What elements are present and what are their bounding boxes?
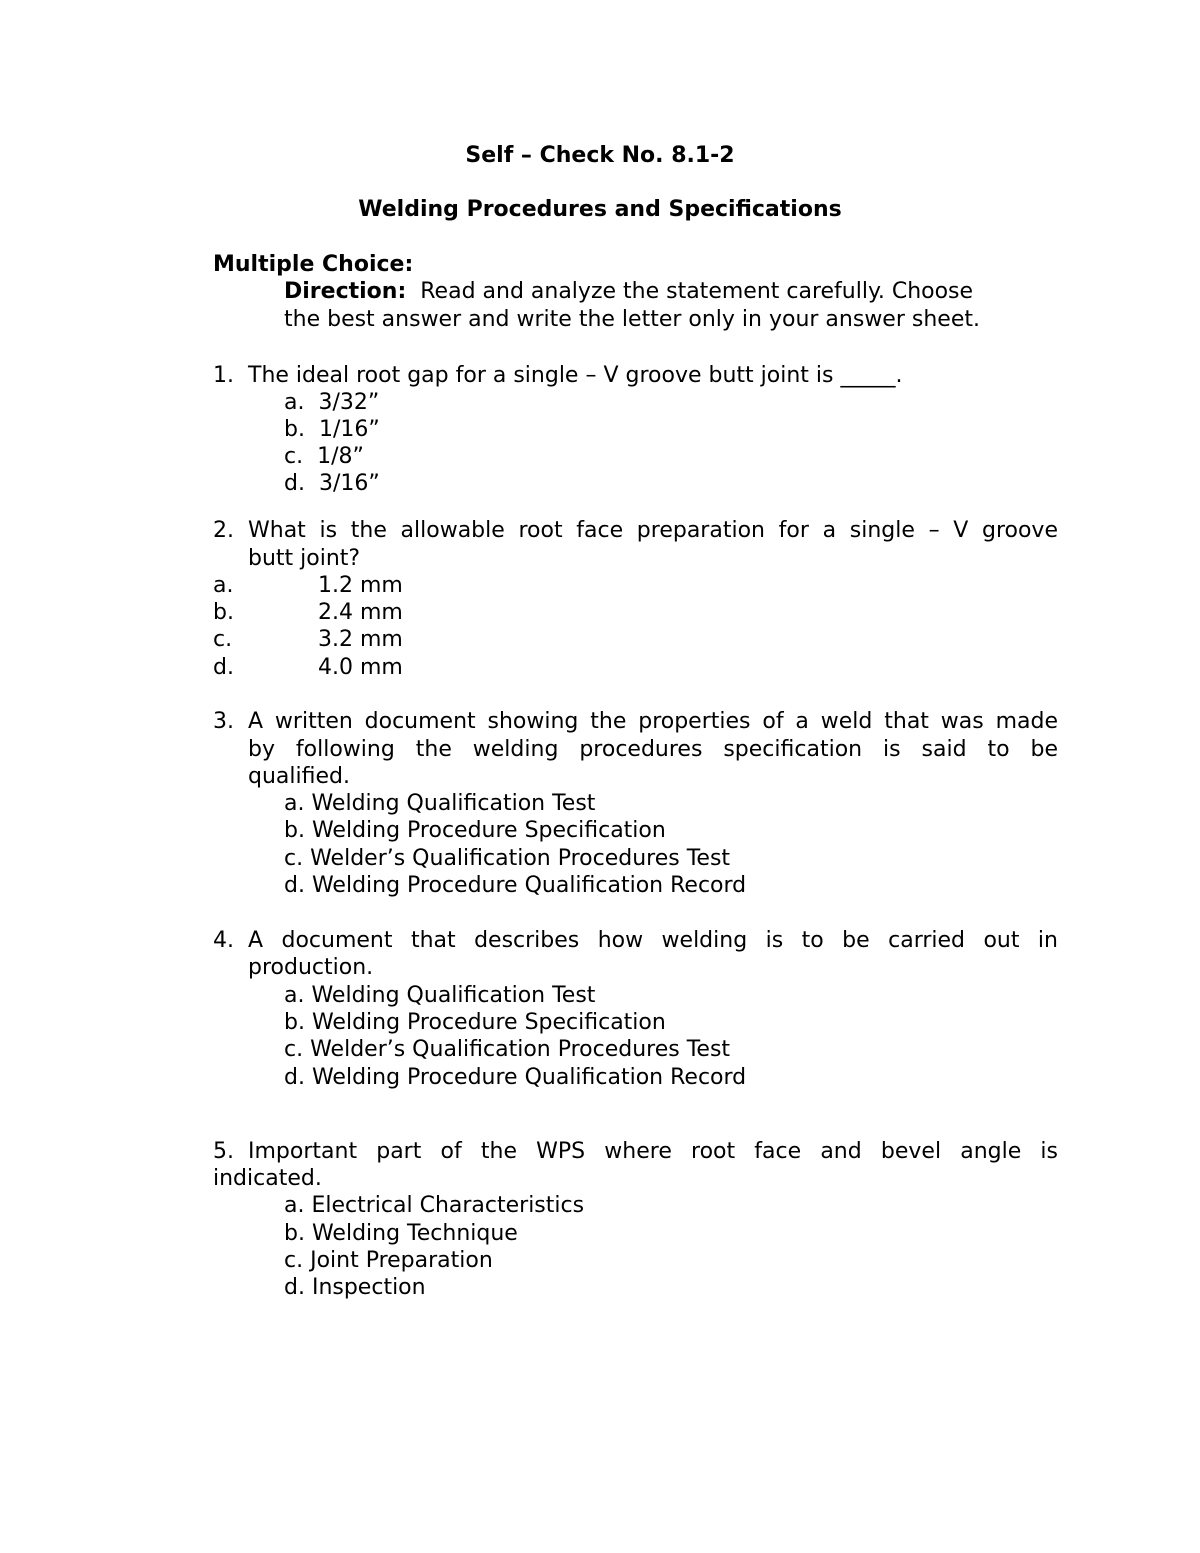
question-text: A document that describes how welding is to be carried out in — [248, 928, 1058, 953]
question-number: 2. — [213, 518, 234, 543]
choice: c. Welder’s Qualification Procedures Test — [284, 846, 731, 871]
choice: c. 1/8” — [284, 444, 364, 469]
question-text: A written document showing the properties of a weld that was made — [248, 709, 1058, 734]
choice: c. Joint Preparation — [284, 1248, 493, 1273]
section-label: Multiple Choice: — [213, 252, 414, 277]
question-text: butt joint? — [248, 546, 361, 571]
choice: b. 1/16” — [284, 417, 380, 442]
page-subtitle: Welding Procedures and Specifications — [358, 197, 842, 222]
choice: a. 3/32” — [284, 390, 380, 415]
question-text: The ideal root gap for a single – V groove butt joint is _____. — [248, 363, 903, 388]
question-text: Important part of the WPS where root face and bevel angle is — [248, 1139, 1058, 1164]
direction-label: Direction: — [284, 279, 407, 304]
direction-line-2: the best answer and write the letter only in your answer sheet. — [284, 307, 980, 332]
choice-value: 1.2 mm — [318, 573, 403, 598]
choice-letter: b. — [213, 600, 234, 625]
choice-letter: c. — [213, 627, 233, 652]
choice-value: 2.4 mm — [318, 600, 403, 625]
choice: b. Welding Procedure Specification — [284, 818, 666, 843]
question-text: indicated. — [213, 1166, 322, 1191]
choice-value: 3.2 mm — [318, 627, 403, 652]
choice: a. Welding Qualification Test — [284, 791, 596, 816]
question-number: 5. — [213, 1139, 234, 1164]
choice: c. Welder’s Qualification Procedures Test — [284, 1037, 731, 1062]
direction-text-1: Read and analyze the statement carefully. Choose — [420, 279, 974, 304]
question-text: by following the welding procedures specification is said to be — [248, 737, 1058, 762]
choice: d. Inspection — [284, 1275, 426, 1300]
question-text: What is the allowable root face preparation for a single – V groove — [248, 518, 1058, 543]
question-number: 4. — [213, 928, 234, 953]
page-title: Self – Check No. 8.1-2 — [465, 143, 735, 168]
choice: d. 3/16” — [284, 471, 380, 496]
question-text: production. — [248, 955, 374, 980]
choice: d. Welding Procedure Qualification Record — [284, 873, 747, 898]
question-number: 1. — [213, 363, 234, 388]
choice: d. Welding Procedure Qualification Record — [284, 1065, 747, 1090]
choice-letter: d. — [213, 655, 234, 680]
direction-line-1 — [284, 278, 973, 306]
choice: a. Electrical Characteristics — [284, 1193, 585, 1218]
choice: a. Welding Qualification Test — [284, 983, 596, 1008]
choice-value: 4.0 mm — [318, 655, 403, 680]
choice-letter: a. — [213, 573, 234, 598]
choice: b. Welding Procedure Specification — [284, 1010, 666, 1035]
choice: b. Welding Technique — [284, 1221, 518, 1246]
question-number: 3. — [213, 709, 234, 734]
question-text: qualified. — [248, 764, 350, 789]
